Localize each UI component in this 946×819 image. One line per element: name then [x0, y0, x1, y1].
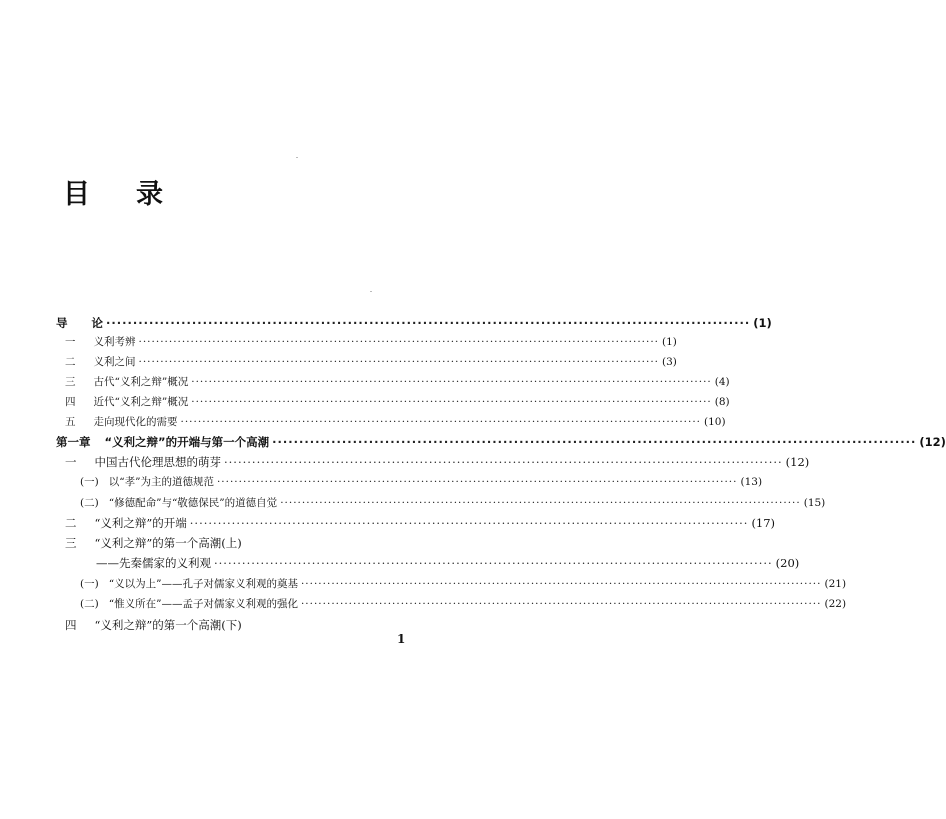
toc-page-number: (10): [704, 416, 726, 428]
toc-dot-leader: ························································································································: [180, 416, 702, 428]
scan-speck: [296, 157, 298, 158]
title-char-1: 目: [63, 179, 90, 210]
toc-entry-number: 二: [65, 356, 76, 368]
toc-entry[interactable]: [56, 334, 677, 354]
toc-dot-leader: ························································································································: [224, 455, 783, 469]
toc-entry-title: “惟义所在”——孟子对儒家义利观的强化: [108, 598, 298, 610]
toc-entry[interactable]: [56, 394, 730, 414]
toc-entry-number: (一): [80, 578, 99, 590]
toc-page-number: (12): [785, 455, 810, 469]
toc-entry[interactable]: [56, 495, 826, 515]
toc-entry-title: “义利之辩”的第一个高潮(下): [94, 618, 242, 632]
toc-dot-leader: ························································································································: [138, 356, 660, 368]
toc-entry[interactable]: [56, 474, 763, 494]
toc-page-number: (8): [714, 396, 730, 408]
toc-page-number: (17): [751, 516, 776, 530]
toc-dot-leader: ························································································································: [300, 598, 822, 610]
toc-entry[interactable]: [56, 414, 726, 434]
toc-entry-title: “修德配命”与“敬德保民”的道德自觉: [108, 497, 278, 509]
toc-entry-number: (一): [80, 476, 99, 488]
toc-entry[interactable]: [56, 576, 847, 596]
scan-speck: [370, 291, 372, 292]
toc-entry-title: “义利之辩”的开端: [94, 516, 187, 530]
toc-entry-number: 导: [56, 316, 68, 330]
toc-entry-number: 第一章: [56, 435, 91, 449]
toc-entry-number: 四: [65, 396, 76, 408]
toc-entry-title: 中国古代伦理思想的萌芽: [94, 455, 221, 469]
toc-entry-title: ——先秦儒家的义利观: [96, 556, 211, 570]
toc-entry[interactable]: [56, 555, 800, 575]
toc-dot-leader: ························································································································: [214, 556, 773, 570]
toc-page-number: (20): [775, 556, 800, 570]
toc-entry-title: “义利之辩”的开端与第一个高潮: [104, 435, 270, 449]
toc-dot-leader: ························································································································: [138, 336, 660, 348]
toc-entry-number: (二): [80, 497, 99, 509]
title-char-2: 录: [136, 179, 163, 210]
toc-dot-leader: ························································································································: [106, 316, 751, 330]
toc-entry-title: 走向现代化的需要: [93, 416, 178, 428]
toc-page-number: (22): [824, 598, 847, 610]
toc-entry-title: 论: [91, 316, 103, 330]
toc-entry[interactable]: [56, 535, 400, 555]
toc-page-number: (21): [824, 578, 847, 590]
toc-dot-leader: ························································································································: [191, 376, 712, 388]
toc-entry-number: 五: [65, 416, 76, 428]
toc-page-number: (3): [662, 356, 677, 368]
toc-page-number: (12): [919, 435, 946, 449]
toc-entry-title: 近代“义利之辩”概况: [93, 396, 189, 408]
toc-page-number: (15): [803, 497, 826, 509]
toc-entry[interactable]: [56, 515, 776, 535]
toc-entry-number: 一: [65, 455, 77, 469]
toc-entry[interactable]: [56, 354, 677, 374]
toc-entry-number: 二: [65, 516, 77, 530]
toc-entry-title: 义利之间: [93, 356, 136, 368]
toc-dot-leader: ························································································································: [280, 497, 801, 509]
toc-entry-number: 四: [65, 618, 77, 632]
page-number: 1: [397, 632, 406, 646]
toc-entry-number: 三: [65, 376, 76, 388]
toc-entry[interactable]: [56, 617, 400, 637]
toc-entry-number: 一: [65, 336, 76, 348]
toc-entry[interactable]: [56, 315, 772, 335]
toc-page-number: (4): [714, 376, 730, 388]
toc-dot-leader: ························································································································: [189, 516, 749, 530]
toc-page-number: (1): [662, 336, 677, 348]
toc-entry-title: 以“孝”为主的道德规范: [108, 476, 214, 488]
toc-entry[interactable]: [56, 434, 946, 454]
toc-entry-title: “义以为上”——孔子对儒家义利观的奠基: [108, 578, 298, 590]
toc-dot-leader: ························································································································: [216, 476, 738, 488]
toc-dot-leader: ························································································································: [191, 396, 712, 408]
toc-entry-number: (二): [80, 598, 99, 610]
toc-entry-title: 义利考辨: [93, 336, 136, 348]
toc-entry[interactable]: [56, 454, 810, 474]
toc-dot-leader: ························································································································: [300, 578, 822, 590]
toc-entry[interactable]: [56, 596, 847, 616]
toc-page-number: (13): [740, 476, 763, 488]
toc-dot-leader: ························································································································: [272, 435, 917, 449]
toc-page-number: (1): [753, 316, 772, 330]
toc-entry-title: “义利之辩”的第一个高潮(上): [94, 536, 242, 550]
toc-entry-number: 三: [65, 536, 77, 550]
toc-entry-title: 古代“义利之辩”概况: [93, 376, 189, 388]
toc-entry[interactable]: [56, 374, 730, 394]
